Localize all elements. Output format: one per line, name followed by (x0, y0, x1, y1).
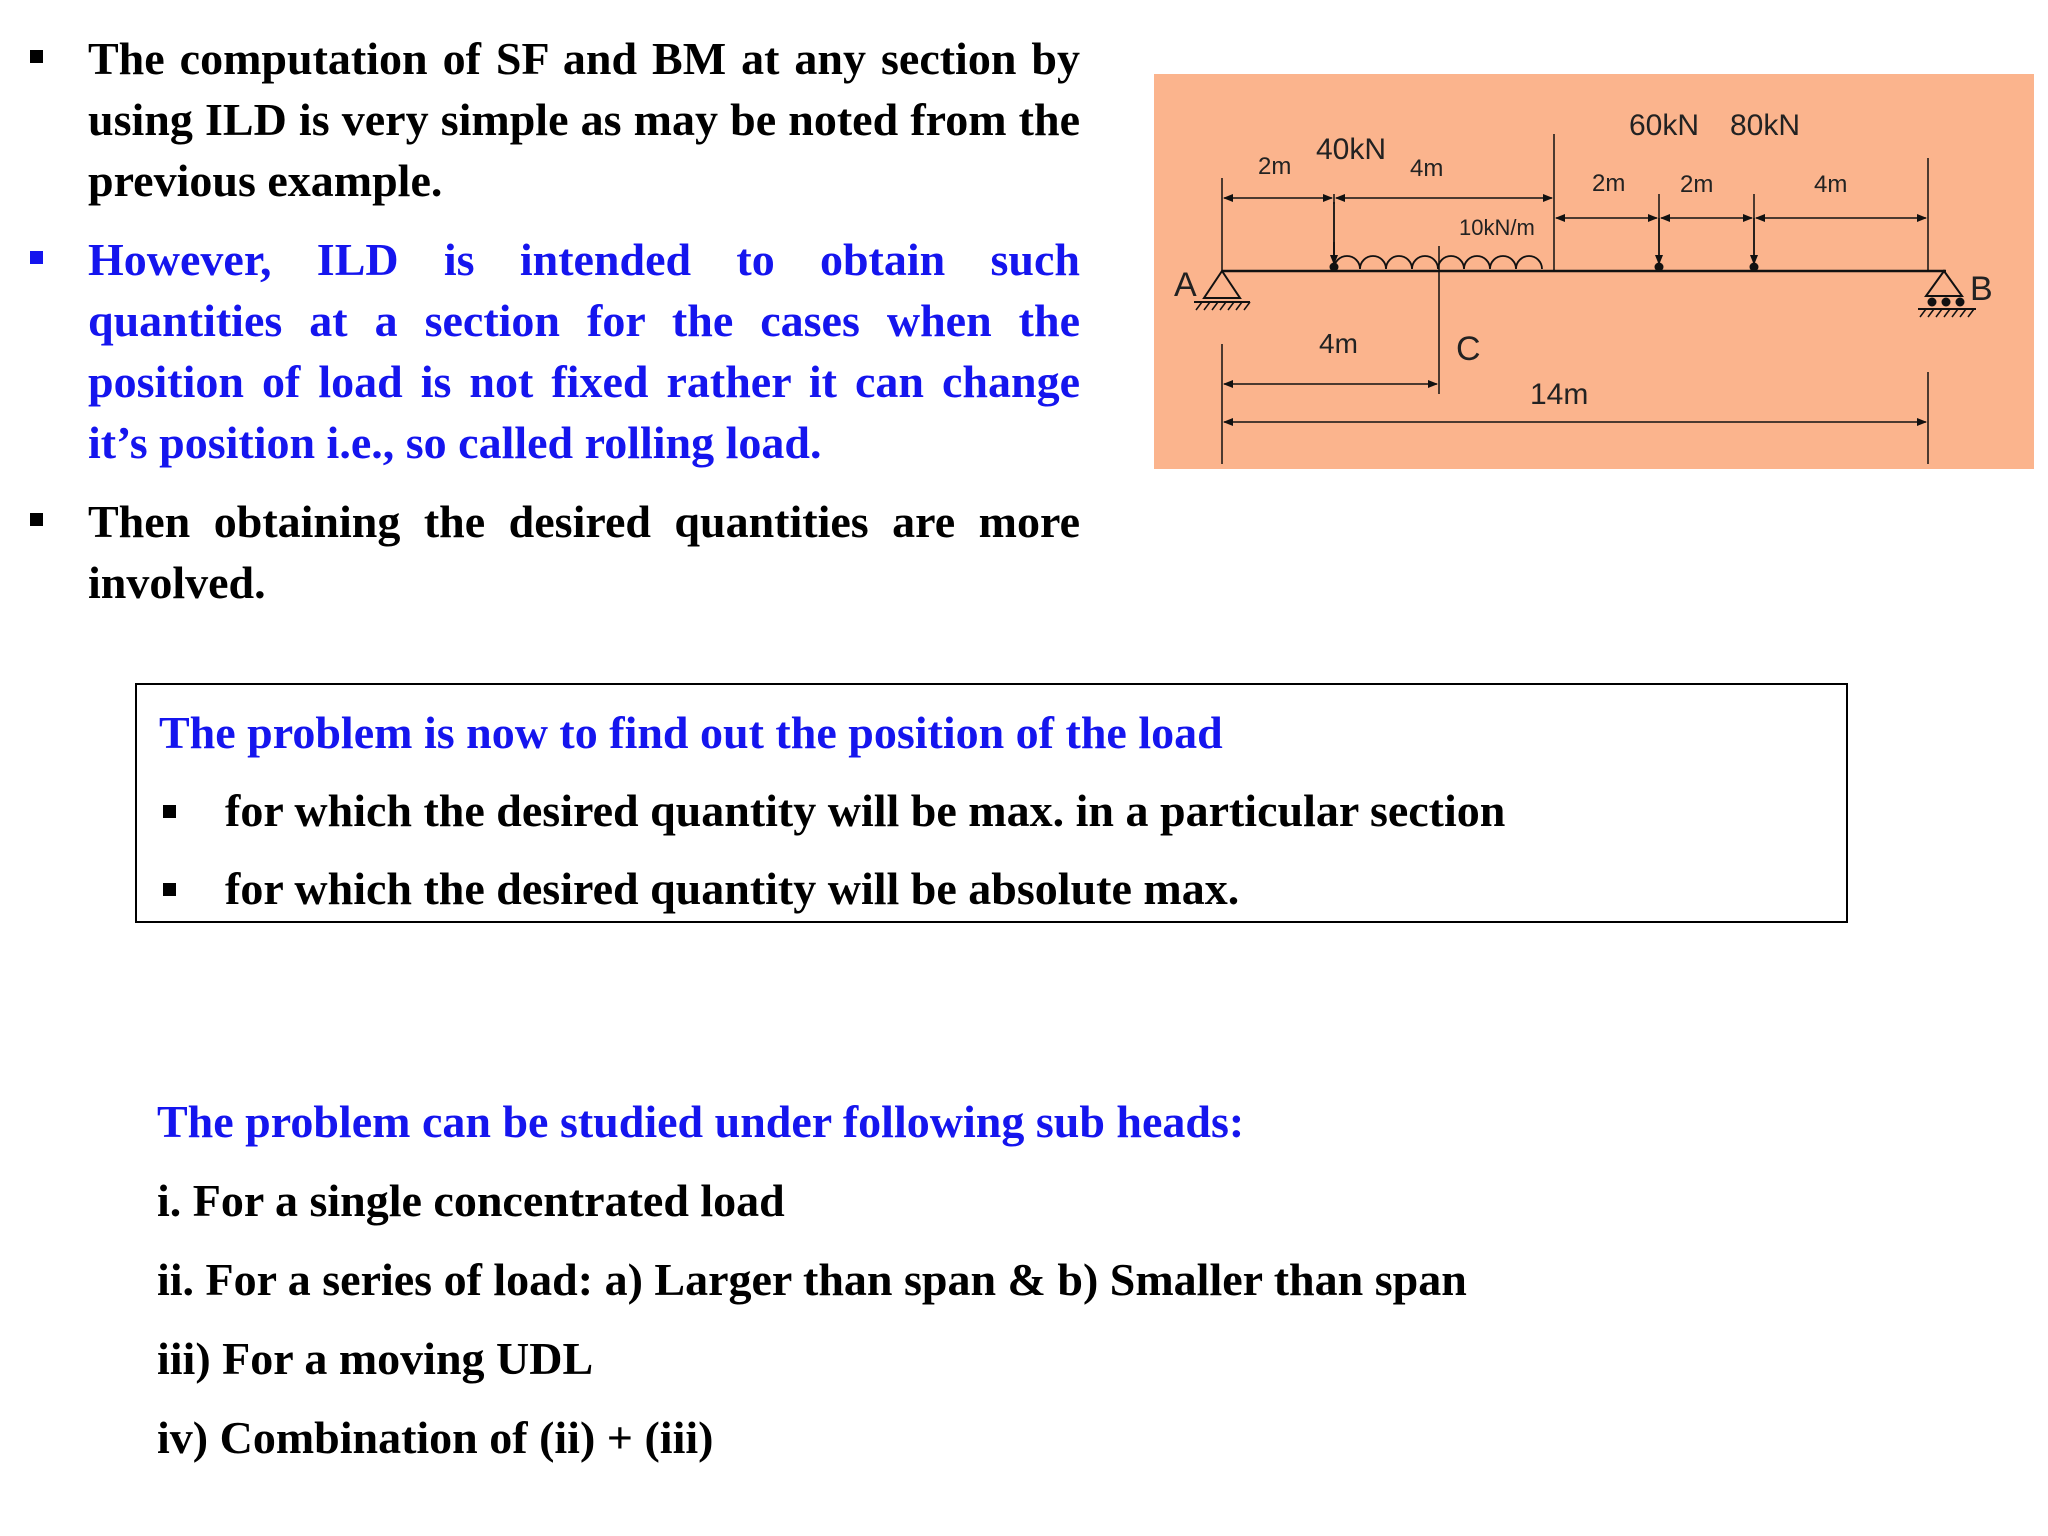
span-label: 14m (1530, 378, 1589, 411)
roller-support-icon (1918, 271, 1976, 317)
load-point-dot (1330, 263, 1339, 272)
bullet-marker-icon (30, 50, 43, 63)
load-60kn-label: 60kN (1629, 109, 1700, 142)
bullet-marker-icon (163, 883, 176, 896)
bullet-item (20, 28, 1080, 211)
dim-label: 2m (1592, 170, 1626, 197)
bullet-marker-icon (30, 513, 43, 526)
problem-box (135, 683, 1848, 923)
load-point-dot (1655, 263, 1664, 272)
problem-box-item-text: for which the desired quantity will be absolute max. (225, 863, 1240, 914)
problem-box-item (159, 783, 1505, 839)
dim-label: 2m (1258, 153, 1292, 180)
udl-load-icon (1334, 242, 1542, 271)
subhead-item: iii) For a moving UDL (157, 1333, 594, 1384)
bullet-text: Then obtaining the desired quantities are more involved. (88, 496, 1080, 608)
bullet-marker-icon (163, 805, 176, 818)
bullet-text: However, ILD is intended to obtain such quantities at a section for the cases when the position of load is not fixed rather it can change it’s position i.e., so called rolling load. (88, 234, 1080, 468)
subheads-section (157, 1094, 1467, 1489)
support-b-label: B (1970, 270, 1993, 308)
problem-box-title: The problem is now to find out the position of the load (159, 707, 1223, 758)
subhead-item: ii. For a series of load: a) Larger than span & b) Smaller than span (157, 1254, 1467, 1305)
load-40kn-label: 40kN (1316, 133, 1387, 166)
bullet-text: The computation of SF and BM at any section by using ILD is very simple as may be noted from the previous example. (88, 33, 1080, 206)
subhead-item: i. For a single concentrated load (157, 1175, 785, 1226)
dim-ac-label: 4m (1319, 328, 1358, 359)
subheads-title: The problem can be studied under following sub heads: (157, 1096, 1245, 1147)
load-point-dot (1750, 263, 1759, 272)
beam-diagram (1154, 74, 2034, 469)
dim-label: 4m (1410, 155, 1444, 182)
bullet-item (20, 491, 1080, 613)
dim-label: 4m (1814, 171, 1848, 198)
bullet-list (20, 28, 1080, 631)
beam-diagram-svg (1154, 74, 2034, 469)
pin-support-icon (1194, 271, 1250, 310)
load-80kn-label: 80kN (1730, 109, 1801, 142)
problem-box-item-text: for which the desired quantity will be max. in a particular section (225, 785, 1506, 836)
support-a-label: A (1174, 266, 1197, 304)
bullet-marker-icon (30, 251, 43, 264)
dim-label: 2m (1680, 171, 1714, 198)
bullet-item (20, 229, 1080, 473)
udl-label: 10kN/m (1459, 215, 1535, 240)
problem-box-item (159, 861, 1239, 917)
subhead-item: iv) Combination of (ii) + (iii) (157, 1412, 714, 1463)
section-c-label: C (1456, 330, 1481, 368)
